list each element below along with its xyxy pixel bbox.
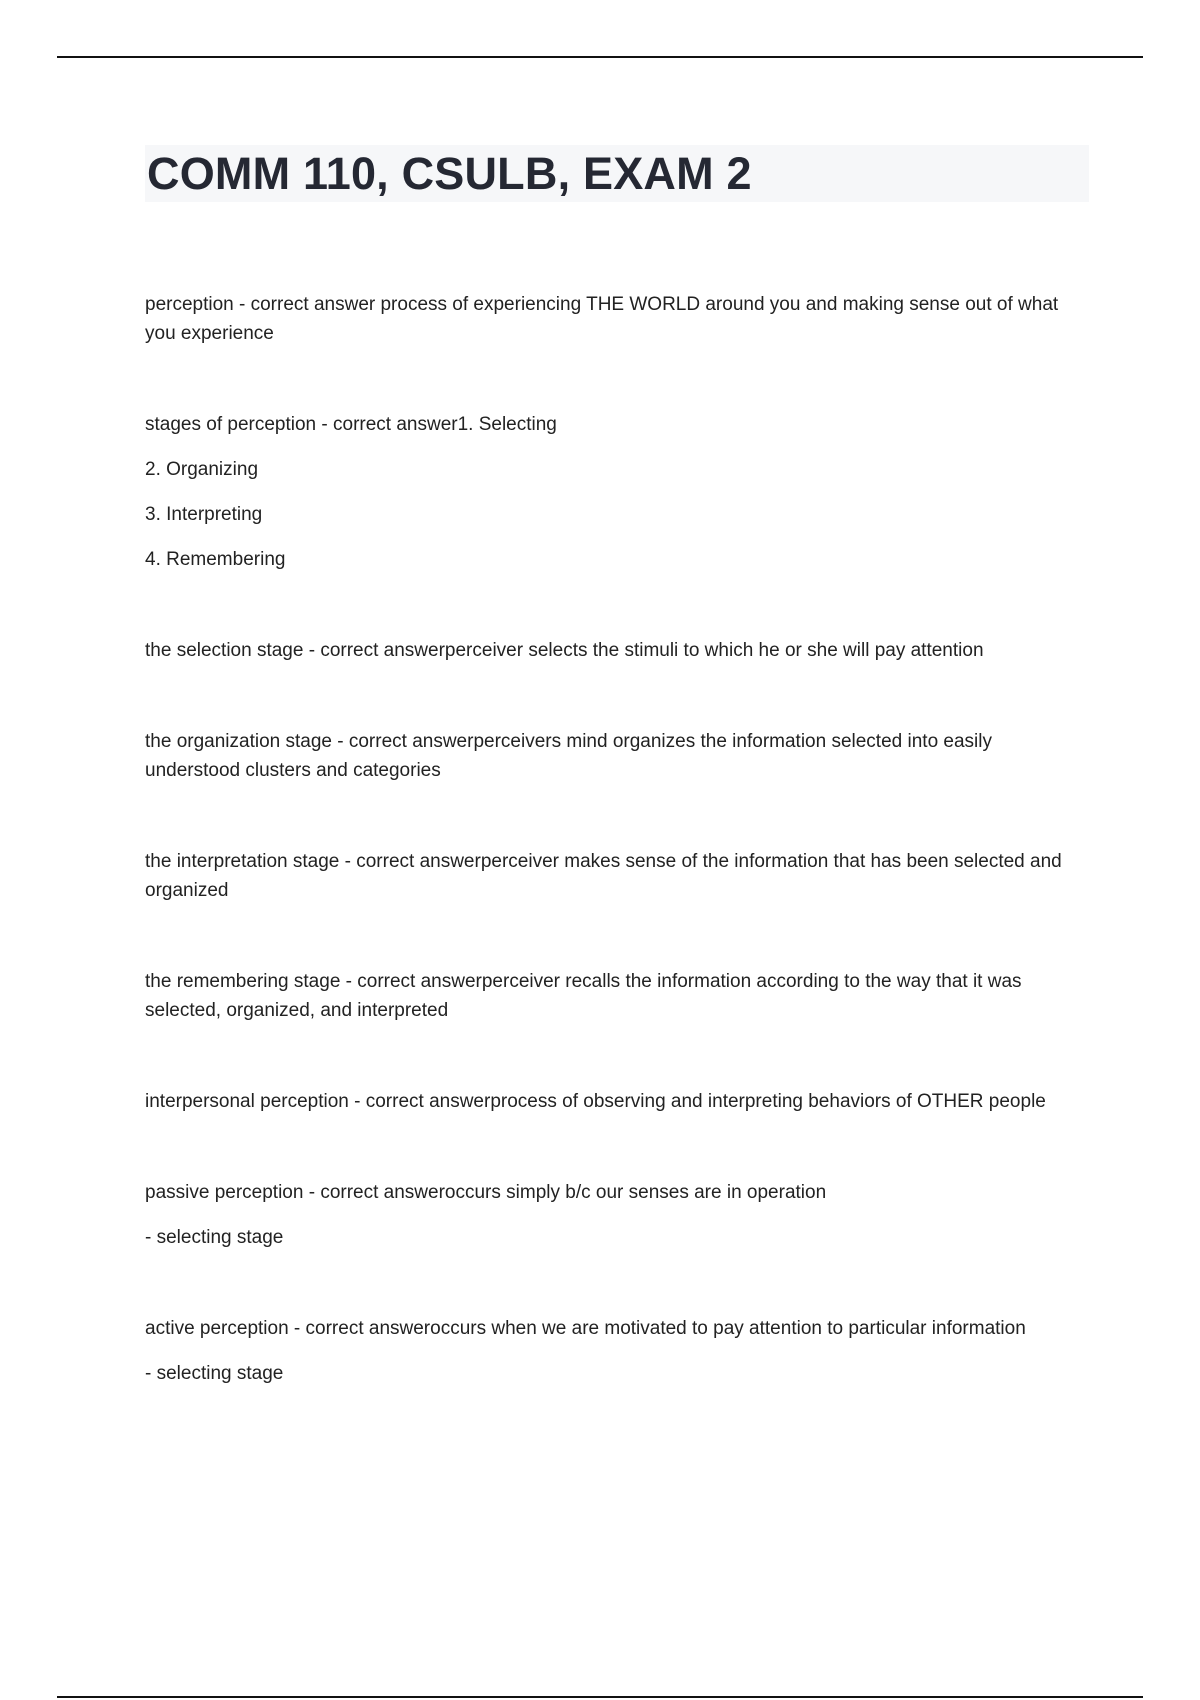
entry-selection-stage [145,636,1065,665]
entry-active-perception [145,1314,1065,1388]
entry-interpretation-stage [145,847,1065,905]
entry-text: the selection stage - correct answerperceiver selects the stimuli to which he or she will pay attention [145,640,984,661]
document-title: COMM 110, CSULB, EXAM 2 [147,148,752,199]
entry-text: stages of perception - correct answer1. Selecting [145,414,557,435]
header-rule [57,56,1143,58]
entry-remembering-stage [145,967,1065,1025]
entry-text: interpersonal perception - correct answerprocess of observing and interpreting behaviors of OTHER people [145,1091,1046,1112]
entry-perception [145,290,1065,348]
list-item: 2. Organizing [145,459,259,480]
entry-text: active perception - correct answeroccurs when we are motivated to pay attention to particular information [145,1318,1026,1339]
entry-text: the remembering stage - correct answerperceiver recalls the information according to the way that it was selected, organized, and interpreted [145,971,1022,1021]
entry-organization-stage [145,727,1065,785]
list-item: - selecting stage [145,1363,284,1384]
list-item: - selecting stage [145,1227,284,1248]
entry-text: the interpretation stage - correct answerperceiver makes sense of the information that has been selected and organized [145,851,1062,901]
entry-interpersonal-perception [145,1087,1065,1116]
entry-text: passive perception - correct answeroccurs simply b/c our senses are in operation [145,1182,827,1203]
list-item: 3. Interpreting [145,504,263,525]
entry-text: perception - correct answer process of experiencing THE WORLD around you and making sense out of what you experience [145,294,1059,344]
list-item: 4. Remembering [145,549,286,570]
footer-rule [57,1696,1143,1698]
entry-text: the organization stage - correct answerperceivers mind organizes the information selected into easily understood clusters and categories [145,731,992,781]
document-body [145,290,1065,1450]
entry-stages-of-perception [145,410,1065,574]
entry-passive-perception [145,1178,1065,1252]
